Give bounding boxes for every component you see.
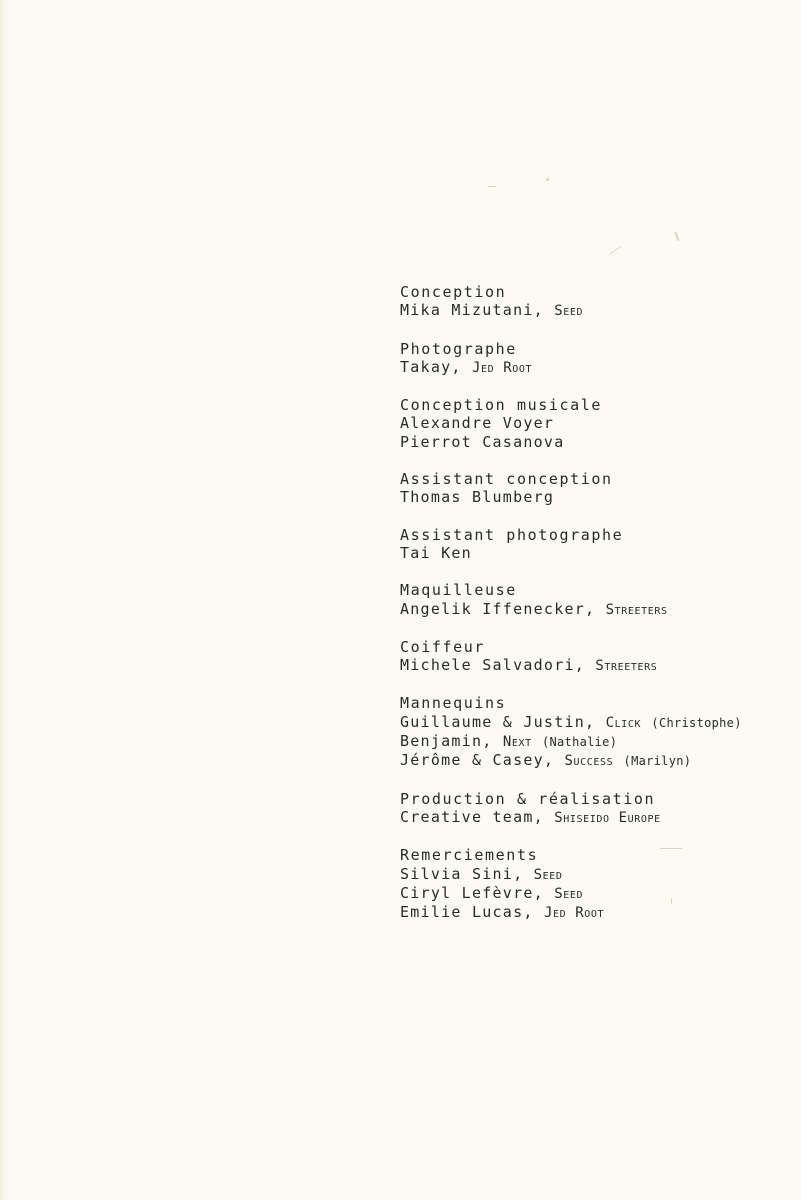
credit-heading: Maquilleuse (400, 581, 517, 600)
credit-name: Alexandre Voyer (400, 414, 555, 433)
credit-agency: Jed Root (471, 359, 533, 376)
credit-heading: Remerciements (400, 846, 539, 865)
credit-section (400, 340, 795, 378)
credit-line (400, 865, 795, 884)
credit-heading: Mannequins (400, 694, 507, 713)
credit-name: Angelik Iffenecker, (400, 599, 596, 618)
paper-speck (675, 232, 680, 241)
credit-heading: Conception musicale (400, 396, 602, 415)
credit-line (400, 656, 795, 675)
credit-name: Pierrot Casanova (400, 432, 565, 451)
credit-section (400, 581, 795, 619)
credit-line (400, 488, 795, 506)
credits-list (400, 283, 795, 941)
credit-name: Emilie Lucas, (400, 903, 534, 922)
credit-name: Creative team, (400, 807, 544, 826)
credit-agency: Next (502, 734, 532, 751)
paper-speck (546, 178, 549, 181)
credit-heading: Conception (400, 283, 507, 301)
credit-line (400, 433, 795, 451)
paper-speck (609, 246, 621, 255)
credit-section (400, 283, 795, 321)
credit-contact-note: (Nathalie) (541, 735, 618, 750)
credit-heading: Photographe (400, 339, 517, 358)
credit-line (400, 544, 795, 562)
credit-section (400, 396, 795, 451)
credit-agency: Click (605, 714, 642, 731)
credit-line (400, 751, 795, 770)
credit-heading: Assistant photographe (400, 525, 624, 544)
credit-line (400, 600, 795, 619)
credit-line (400, 713, 795, 732)
credit-line (400, 358, 795, 377)
credit-contact-note: (Christophe) (651, 715, 742, 730)
credit-name: Takay, (400, 357, 462, 376)
credit-agency: Streeters (605, 601, 668, 618)
credit-name: Thomas Blumberg (400, 488, 555, 507)
credit-line (400, 732, 795, 751)
credit-section (400, 470, 795, 507)
credit-section (400, 638, 795, 676)
credit-line (400, 414, 795, 432)
credit-name: Silvia Sini, (400, 864, 524, 883)
credit-name: Michele Salvadori, (400, 656, 586, 675)
credit-line (400, 903, 795, 922)
credit-line (400, 884, 795, 903)
credit-name: Jérôme & Casey, (400, 751, 555, 770)
credit-name: Mika Mizutani, (400, 301, 544, 320)
credit-name: Guillaume & Justin, (400, 712, 596, 731)
credit-name: Benjamin, (400, 732, 493, 751)
credit-agency: Seed (554, 885, 584, 902)
credit-section (400, 846, 795, 922)
credit-line (400, 808, 795, 827)
credit-contact-note: (Marilyn) (623, 754, 692, 769)
credit-section (400, 526, 795, 563)
credit-agency: Seed (533, 866, 563, 883)
credit-heading: Assistant conception (400, 470, 613, 489)
credit-heading: Coiffeur (400, 637, 486, 656)
credit-section (400, 790, 795, 828)
credit-agency: Success (564, 753, 614, 770)
credit-agency: Seed (554, 303, 584, 320)
credit-name: Ciryl Lefèvre, (400, 883, 544, 902)
credit-line (400, 301, 795, 320)
credit-name: Tai Ken (400, 543, 472, 562)
credit-section (400, 694, 795, 770)
credit-heading: Production & réalisation (400, 789, 656, 808)
paper-speck (488, 186, 496, 187)
credit-agency: Jed Root (543, 905, 605, 922)
credit-agency: Streeters (595, 658, 658, 675)
credit-agency: Shiseido Europe (554, 809, 661, 826)
